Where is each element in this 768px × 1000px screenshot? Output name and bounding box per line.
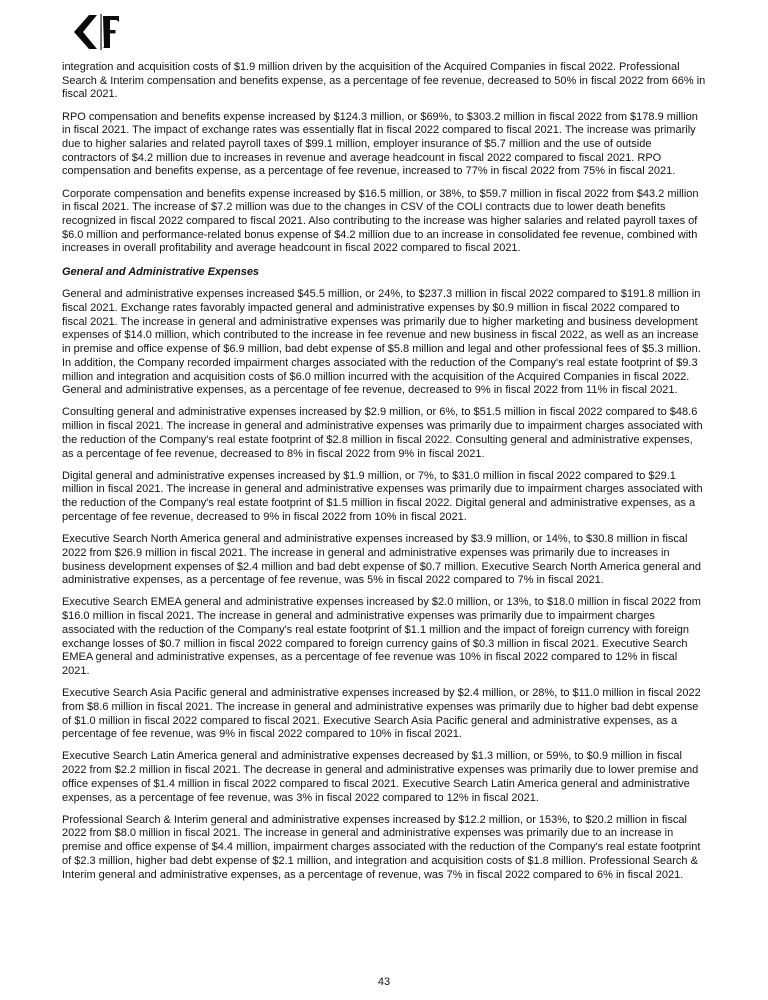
kf-logo-icon: [73, 13, 121, 51]
paragraph-corporate-comp: Corporate compensation and benefits expense increased by $16.5 million, or 38%, to $59.7 million in fiscal 2022 from $43.2 million in fiscal 2021. The increase of $7.2 million was due to the changes in CSV of the COLI contracts due to lower death benefits recognized in fiscal 2022 compared to fiscal 2021. Also contributing to the increase was higher salaries and related payroll taxes of $6.0 million and performance-related bonus expense of $4.2 million due to an increase in consolidated fee revenue, combined with increases in overall profitability and average headcount in fiscal 2022 compared to fiscal 2021.: [62, 187, 699, 255]
paragraph-ga-total: General and administrative expenses increased $45.5 million, or 24%, to $237.3 million in fiscal 2022 compared to $191.8 million in fiscal 2021. Exchange rates favorably impacted general and administrative expenses by $0.9 million in fiscal 2022 compared to fiscal 2021. The increase in general and administrative expenses was primarily due to higher marketing and business development expenses of $14.0 million, which contributed to the increase in fee revenue and new business in fiscal 2022, as well as an increase in premise and office expense of $6.9 million, bad debt expense of $5.8 million and legal and other professional fees of $5.3 million. In addition, the Company recorded impairment charges associated with the reduction of the Company's real estate footprint of $9.3 million and integration and acquisition costs of $6.0 million incurred with the acquisition of the Acquired Companies in fiscal 2022. General and administrative expenses, as a percentage of fee revenue, decreased to 9% in fiscal 2022 from 11% in fiscal 2021.: [62, 288, 701, 397]
section-heading-general-administrative-expenses: General and Administrative Expenses: [62, 266, 260, 279]
paragraph-ga-professional-search-interim: Professional Search & Interim general and administrative expenses increased by $12.2 million, or 153%, to $20.2 million in fiscal 2022 from $8.0 million in fiscal 2021. The increase in general and administrative expenses was primarily due to an increase in premise and office expense of $4.4 million, impairment charges associated with the reduction of the Company's real estate footprint of $2.3 million, higher bad debt expense of $2.1 million, and integration and acquisition costs of $1.8 million. Professional Search & Interim general and administrative expenses, as a percentage of revenue, was 7% in fiscal 2022 compared to 6% in fiscal 2021.: [62, 813, 701, 881]
paragraph-ga-digital: Digital general and administrative expenses increased by $1.9 million, or 7%, to $31.0 million in fiscal 2022 compared to $29.1 million in fiscal 2021. The increase in general and administrative expenses was primarily due to impairment charges associated with the reduction of the Company's real estate footprint of $1.5 million in fiscal 2022. Digital general and administrative expenses, as a percentage of fee revenue, decreased to 9% in fiscal 2022 from 10% in fiscal 2021.: [62, 469, 703, 523]
page-footer: [0, 976, 768, 988]
paragraph-ga-exec-search-latin-america: Executive Search Latin America general and administrative expenses decreased by $1.3 million, or 59%, to $0.9 million in fiscal 2022 from $2.2 million in fiscal 2021. The decrease in general and administrative expenses was primarily due to lower premise and office expenses of $1.4 million in fiscal 2022 compared to fiscal 2021. Executive Search Latin America general and administrative expenses, as a percentage of fee revenue, was 3% in fiscal 2022 compared to 12% in fiscal 2021.: [62, 750, 699, 804]
korn-ferry-logo: [73, 13, 121, 51]
paragraph-ga-consulting: Consulting general and administrative expenses increased by $2.9 million, or 6%, to $51.5 million in fiscal 2022 compared to $48.6 million in fiscal 2021. The increase in general and administrative expenses was primarily due to impairment charges associated with the reduction of the Company's real estate footprint of $2.8 million in fiscal 2022. Consulting general and administrative expenses, as a percentage of fee revenue, decreased to 8% in fiscal 2022 from 9% in fiscal 2021.: [62, 406, 703, 460]
paragraph-rpo-comp: RPO compensation and benefits expense increased by $124.3 million, or $69%, to $303.2 million in fiscal 2022 from $178.9 million in fiscal 2021. The impact of exchange rates was essentially flat in fiscal 2022 compared to fiscal 2021. The increase was primarily due to higher salaries and related payroll taxes of $99.1 million, employer insurance of $5.7 million and the use of outside contractors of $4.2 million due to increases in revenue and average headcount in fiscal 2022 compared to fiscal 2021. RPO compensation and benefits expense, as a percentage of fee revenue, increased to 77% in fiscal 2022 from 75% in fiscal 2021.: [62, 110, 698, 178]
document-body: [62, 61, 707, 891]
paragraph-ga-exec-search-north-america: Executive Search North America general and administrative expenses increased by $3.9 million, or 14%, to $30.8 million in fiscal 2022 from $26.9 million in fiscal 2021. The increase in general and administrative expenses was primarily due to increases in business development expenses of $2.4 million and bad debt expense of $0.7 million. Executive Search North America general and administrative expenses, as a percentage of fee revenue, was 5% in fiscal 2022 compared to 7% in fiscal 2021.: [62, 533, 701, 587]
page-number: 43: [377, 976, 391, 988]
paragraph-ga-exec-search-emea: Executive Search EMEA general and administrative expenses increased by $2.0 million, or 13%, to $18.0 million in fiscal 2022 from $16.0 million in fiscal 2021. The increase in general and administrative expenses was primarily due to impairment charges associated with the reduction of the Company's real estate footprint of $1.1 million and the impact of foreign currency with foreign exchange losses of $0.7 million in fiscal 2022 compared to foreign currency gains of $0.3 million in fiscal 2021. Executive Search EMEA general and administrative expenses, as a percentage of fee revenue was 10% in fiscal 2022 compared to 12% in fiscal 2021.: [62, 596, 701, 677]
paragraph-professional-search-comp: integration and acquisition costs of $1.9 million driven by the acquisition of the Acquired Companies in fiscal 2022. Professional Search & Interim compensation and benefits expense, as a percentage of fee revenue, decreased to 50% in fiscal 2022 from 66% in fiscal 2021.: [62, 61, 706, 101]
paragraph-ga-exec-search-asia-pacific: Executive Search Asia Pacific general and administrative expenses increased by $2.4 million, or 28%, to $11.0 million in fiscal 2022 from $8.6 million in fiscal 2021. The increase in general and administrative expenses was primarily due to higher bad debt expense of $1.0 million in fiscal 2022 compared to fiscal 2021. Executive Search Asia Pacific general and administrative expenses, as a percentage of fee revenue, was 9% in fiscal 2022 compared to 10% in fiscal 2021.: [62, 687, 701, 741]
